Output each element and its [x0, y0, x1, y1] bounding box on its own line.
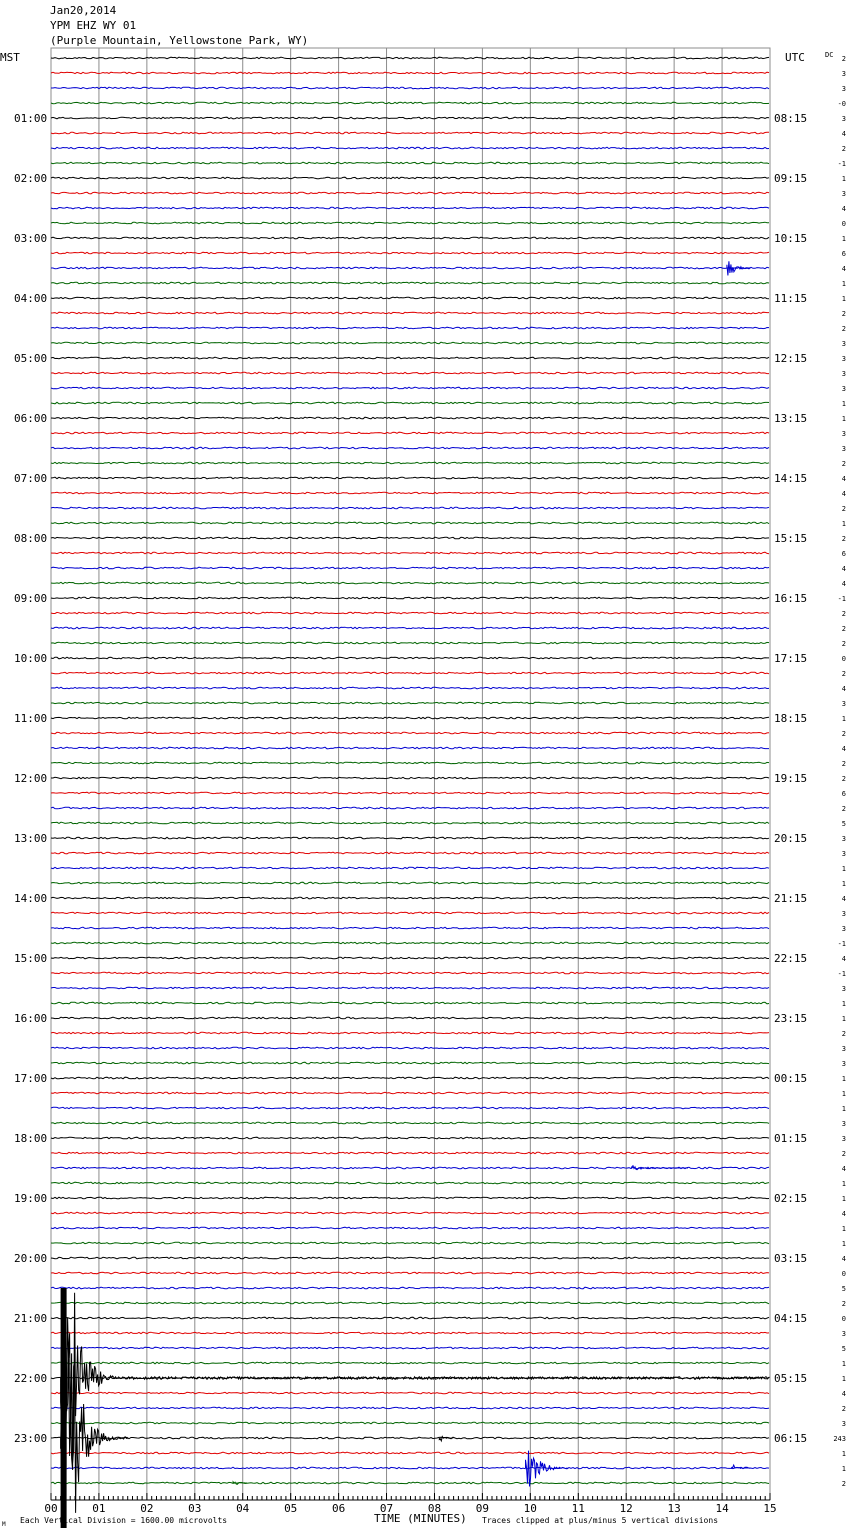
trace-row [51, 1032, 769, 1034]
x-tick-label: 15 [763, 1502, 777, 1515]
dc-offset-value: -1 [837, 940, 846, 948]
mst-hour-label: 03:00 [14, 232, 48, 245]
mst-hour-label: 02:00 [14, 172, 48, 185]
dc-offset-value: 3 [841, 1420, 846, 1428]
dc-offset-value: 3 [841, 70, 846, 78]
trace-row [51, 1122, 769, 1124]
dc-offset-value: 2 [841, 505, 846, 513]
mst-hour-label: 19:00 [14, 1192, 48, 1205]
dc-offset-value: 5 [841, 820, 846, 828]
trace-row [51, 1062, 769, 1064]
utc-hour-label: 09:15 [774, 172, 808, 185]
utc-hour-label: 23:15 [774, 1012, 808, 1025]
trace-row [51, 1242, 769, 1244]
trace-row [51, 837, 769, 839]
utc-hour-label: 06:15 [774, 1432, 808, 1445]
dc-offset-value: 2 [841, 145, 846, 153]
trace-row [51, 462, 769, 464]
dc-offset-value: 4 [841, 565, 846, 573]
clip-note: Traces clipped at plus/minus 5 vertical divisions [482, 1516, 719, 1525]
dc-offset-value: 4 [841, 1165, 846, 1173]
trace-row [51, 237, 769, 239]
trace-row [51, 957, 769, 959]
corner-mark: M [2, 1521, 6, 1528]
trace-row [51, 882, 769, 884]
trace-row [51, 477, 769, 479]
plot-date: Jan20,2014 [50, 4, 117, 17]
dc-offset-value: 2 [841, 310, 846, 318]
trace-row [51, 627, 769, 629]
dc-offset-value: 3 [841, 835, 846, 843]
trace-row [51, 792, 769, 794]
utc-hour-label: 11:15 [774, 292, 808, 305]
dc-offset-value: 3 [841, 985, 846, 993]
dc-offset-value: -0 [837, 100, 846, 108]
trace-row [51, 1467, 769, 1469]
x-tick-label: 10 [523, 1502, 537, 1515]
trace-row [51, 1452, 769, 1454]
dc-offset-value: 4 [841, 1255, 846, 1263]
dc-offset-value: 2 [841, 1150, 846, 1158]
trace-row [51, 1437, 769, 1439]
mst-label: MST [0, 51, 20, 64]
trace-row [51, 867, 769, 869]
dc-offset-value: 1 [841, 715, 846, 723]
mst-hour-label: 20:00 [14, 1252, 48, 1265]
dc-offset-value: 3 [841, 910, 846, 918]
trace-row [51, 1482, 769, 1484]
trace-row [51, 327, 769, 329]
utc-hour-label: 22:15 [774, 952, 808, 965]
trace-row [51, 177, 769, 179]
trace-row [51, 147, 769, 149]
dc-offset-value: 0 [841, 1315, 846, 1323]
dc-offset-value: 0 [841, 655, 846, 663]
utc-hour-label: 01:15 [774, 1132, 808, 1145]
x-tick-label: 00 [44, 1502, 58, 1515]
dc-offset-value: 3 [841, 1330, 846, 1338]
trace-row [51, 1107, 769, 1109]
dc-offset-value: 3 [841, 85, 846, 93]
dc-offset-value: 4 [841, 955, 846, 963]
trace-row [51, 192, 769, 194]
dc-offset-value: -1 [837, 970, 846, 978]
seismic-event [732, 1465, 751, 1468]
trace-row [51, 552, 769, 554]
dc-offset-value: 2 [841, 460, 846, 468]
trace-layer [51, 57, 769, 1484]
trace-row [51, 747, 769, 749]
dc-offset-value: 5 [841, 1285, 846, 1293]
trace-row [51, 672, 769, 674]
trace-row [51, 282, 769, 284]
utc-hour-label: 02:15 [774, 1192, 808, 1205]
dc-offset-value: 2 [841, 625, 846, 633]
dc-label: DC [825, 51, 834, 59]
mst-hour-label: 16:00 [14, 1012, 48, 1025]
x-tick-label: 04 [236, 1502, 250, 1515]
dc-offset-value: -1 [837, 595, 846, 603]
utc-hour-label: 21:15 [774, 892, 808, 905]
trace-row [51, 1002, 769, 1004]
trace-row [51, 657, 769, 659]
dc-offset-value: 1 [841, 1075, 846, 1083]
dc-offset-value: 1 [841, 1090, 846, 1098]
dc-offset-value: 1 [841, 175, 846, 183]
utc-hour-label: 05:15 [774, 1372, 808, 1385]
trace-row [51, 522, 769, 524]
trace-row [51, 417, 769, 419]
x-tick-label: 02 [140, 1502, 154, 1515]
dc-offset-value: 3 [841, 385, 846, 393]
x-axis-title: TIME (MINUTES) [374, 1512, 467, 1525]
x-tick-label: 12 [619, 1502, 633, 1515]
trace-row [51, 252, 769, 254]
dc-offset-value: 2 [841, 730, 846, 738]
mst-hour-label: 05:00 [14, 352, 48, 365]
dc-offset-value: 4 [841, 895, 846, 903]
trace-row [51, 387, 769, 389]
dc-offset-value: 4 [841, 475, 846, 483]
dc-offset-value: 2 [841, 775, 846, 783]
trace-row [51, 447, 769, 449]
dc-offset-value: 3 [841, 190, 846, 198]
utc-hour-label: 12:15 [774, 352, 808, 365]
trace-row [51, 612, 769, 614]
mst-hour-label: 23:00 [14, 1432, 48, 1445]
trace-row [51, 117, 769, 119]
trace-row [51, 642, 769, 644]
dc-offset-value: 4 [841, 205, 846, 213]
mst-hour-label: 09:00 [14, 592, 48, 605]
dc-offset-value: 2 [841, 670, 846, 678]
trace-row [51, 732, 769, 734]
dc-offset-value: 1 [841, 1180, 846, 1188]
dc-offset-value: 4 [841, 1390, 846, 1398]
dc-offset-value: 3 [841, 1045, 846, 1053]
dc-offset-value: 2 [841, 1480, 846, 1488]
utc-hour-label: 18:15 [774, 712, 808, 725]
mst-hour-label: 13:00 [14, 832, 48, 845]
trace-row [51, 807, 769, 809]
mst-hour-label: 08:00 [14, 532, 48, 545]
dc-offset-value: 2 [841, 325, 846, 333]
trace-row [51, 702, 769, 704]
mst-hour-label: 04:00 [14, 292, 48, 305]
trace-row [51, 1407, 769, 1409]
dc-offset-value: 6 [841, 250, 846, 258]
trace-row [51, 372, 769, 374]
dc-offset-value: 3 [841, 445, 846, 453]
utc-hour-label: 19:15 [774, 772, 808, 785]
trace-row [51, 972, 769, 974]
trace-row [51, 897, 769, 899]
seismic-event [631, 1166, 688, 1170]
trace-row [51, 342, 769, 344]
dc-offset-value: 3 [841, 115, 846, 123]
x-tick-label: 07 [379, 1502, 394, 1515]
trace-row [51, 357, 769, 359]
plot-location: (Purple Mountain, Yellowstone Park, WY) [50, 34, 309, 47]
dc-offset-value: 1 [841, 1015, 846, 1023]
dc-offset-value: 3 [841, 925, 846, 933]
trace-row [51, 402, 769, 404]
trace-row [51, 1047, 769, 1049]
event-layer [61, 261, 770, 1528]
dc-offset-value: 6 [841, 550, 846, 558]
dc-offset-value: 2 [841, 1300, 846, 1308]
trace-row [51, 87, 769, 89]
x-tick-label: 13 [667, 1502, 681, 1515]
time-grid [51, 48, 770, 1500]
dc-offset-value: 3 [841, 1060, 846, 1068]
dc-offset-value: 3 [841, 355, 846, 363]
x-tick-label: 11 [571, 1502, 585, 1515]
trace-row [51, 132, 769, 134]
mst-hour-label: 06:00 [14, 412, 48, 425]
scale-note: Each Vertical Division = 1600.00 microvolts [20, 1516, 228, 1525]
dc-offset-value: 2 [841, 55, 846, 63]
utc-hour-label: 10:15 [774, 232, 808, 245]
dc-offset-value: 1 [841, 1105, 846, 1113]
trace-row [51, 57, 769, 59]
dc-offset-value: 3 [841, 430, 846, 438]
utc-hour-label: 20:15 [774, 832, 808, 845]
mst-hour-label: 15:00 [14, 952, 48, 965]
mst-hour-label: 12:00 [14, 772, 48, 785]
trace-row [51, 597, 769, 599]
trace-row [51, 1092, 769, 1094]
trace-row [51, 777, 769, 779]
dc-offset-value: 1 [841, 865, 846, 873]
dc-offset-value: 1 [841, 400, 846, 408]
mst-hour-label: 07:00 [14, 472, 48, 485]
trace-row [51, 267, 769, 269]
trace-row [51, 312, 769, 314]
trace-row [51, 1212, 769, 1214]
trace-row [51, 1302, 769, 1304]
dc-offset-value: 4 [841, 490, 846, 498]
utc-hour-label: 08:15 [774, 112, 808, 125]
mst-hour-label: 14:00 [14, 892, 48, 905]
label-layer [0, 51, 846, 1528]
trace-row [51, 852, 769, 854]
mst-hour-label: 17:00 [14, 1072, 48, 1085]
trace-row [51, 222, 769, 224]
trace-row [51, 1257, 769, 1259]
dc-offset-value: 1 [841, 415, 846, 423]
x-tick-label: 09 [475, 1502, 490, 1515]
trace-row [51, 1392, 769, 1394]
trace-row [51, 1197, 769, 1199]
dc-offset-value: 2 [841, 535, 846, 543]
utc-hour-label: 13:15 [774, 412, 808, 425]
trace-row [51, 1182, 769, 1184]
trace-row [51, 1272, 769, 1274]
dc-offset-value: 2 [841, 1405, 846, 1413]
utc-hour-label: 17:15 [774, 652, 808, 665]
trace-row [51, 1317, 769, 1319]
trace-row [51, 912, 769, 914]
dc-offset-value: 3 [841, 700, 846, 708]
dc-offset-value: 2 [841, 610, 846, 618]
dc-offset-value: -1 [837, 160, 846, 168]
dc-offset-value: 1 [841, 1225, 846, 1233]
dc-offset-value: 1 [841, 1375, 846, 1383]
trace-row [51, 1332, 769, 1334]
trace-row [51, 762, 769, 764]
x-tick-label: 08 [427, 1502, 442, 1515]
x-tick-label: 01 [92, 1502, 106, 1515]
dc-offset-value: 4 [841, 130, 846, 138]
dc-offset-value: 2 [841, 760, 846, 768]
utc-hour-label: 16:15 [774, 592, 808, 605]
dc-offset-value: 2 [841, 1030, 846, 1038]
dc-offset-value: 3 [841, 1135, 846, 1143]
trace-row [51, 1287, 769, 1289]
trace-row [51, 537, 769, 539]
trace-row [51, 432, 769, 434]
trace-row [51, 927, 769, 929]
seismic-event [233, 1482, 247, 1485]
dc-offset-value: 4 [841, 685, 846, 693]
trace-row [51, 1227, 769, 1229]
plot-station: YPM EHZ WY 01 [50, 19, 137, 32]
x-tick-label: 06 [331, 1502, 346, 1515]
dc-offset-value: 1 [841, 1465, 846, 1473]
dc-offset-value: 1 [841, 1000, 846, 1008]
mst-hour-label: 01:00 [14, 112, 48, 125]
dc-offset-value: 3 [841, 1120, 846, 1128]
dc-offset-value: 3 [841, 370, 846, 378]
dc-offset-value: 243 [833, 1435, 846, 1443]
dc-offset-value: 6 [841, 790, 846, 798]
dc-offset-value: 2 [841, 640, 846, 648]
dc-offset-value: 4 [841, 580, 846, 588]
trace-row [51, 1347, 769, 1349]
dc-offset-value: 1 [841, 295, 846, 303]
dc-offset-value: 1 [841, 520, 846, 528]
trace-row [51, 1362, 769, 1364]
utc-hour-label: 04:15 [774, 1312, 808, 1325]
dc-offset-value: 1 [841, 1240, 846, 1248]
mst-hour-label: 22:00 [14, 1372, 48, 1385]
trace-row [51, 942, 769, 944]
dc-offset-value: 1 [841, 235, 846, 243]
dc-offset-value: 1 [841, 1450, 846, 1458]
trace-row [51, 582, 769, 584]
utc-hour-label: 15:15 [774, 532, 808, 545]
trace-row [51, 1077, 769, 1079]
trace-row [51, 162, 769, 164]
dc-offset-value: 5 [841, 1345, 846, 1353]
trace-row [51, 687, 769, 689]
trace-row [51, 717, 769, 719]
trace-row [51, 567, 769, 569]
dc-offset-value: 1 [841, 880, 846, 888]
mst-hour-label: 11:00 [14, 712, 48, 725]
utc-hour-label: 03:15 [774, 1252, 808, 1265]
trace-row [51, 1422, 769, 1424]
dc-offset-value: 0 [841, 1270, 846, 1278]
mst-hour-label: 10:00 [14, 652, 48, 665]
x-tick-label: 05 [284, 1502, 298, 1515]
utc-hour-label: 14:15 [774, 472, 808, 485]
mst-hour-label: 18:00 [14, 1132, 48, 1145]
dc-offset-value: 1 [841, 1360, 846, 1368]
dc-offset-value: 4 [841, 745, 846, 753]
trace-row [51, 297, 769, 299]
trace-row [51, 102, 769, 104]
dc-offset-value: 3 [841, 850, 846, 858]
plot-frame [51, 48, 770, 1500]
trace-row [51, 1017, 769, 1019]
dc-offset-value: 2 [841, 805, 846, 813]
trace-row [51, 822, 769, 824]
dc-offset-value: 1 [841, 1195, 846, 1203]
trace-row [51, 207, 769, 209]
dc-offset-value: 3 [841, 340, 846, 348]
dc-offset-value: 0 [841, 220, 846, 228]
dc-offset-value: 4 [841, 1210, 846, 1218]
trace-row [51, 492, 769, 494]
trace-row [51, 1152, 769, 1154]
x-tick-label: 03 [188, 1502, 202, 1515]
x-tick-label: 14 [715, 1502, 729, 1515]
utc-hour-label: 00:15 [774, 1072, 808, 1085]
utc-label: UTC [785, 51, 805, 64]
dc-offset-value: 4 [841, 265, 846, 273]
trace-row [51, 1137, 769, 1139]
trace-row [51, 987, 769, 989]
trace-row [51, 72, 769, 74]
trace-row [51, 507, 769, 509]
mst-hour-label: 21:00 [14, 1312, 48, 1325]
dc-offset-value: 1 [841, 280, 846, 288]
